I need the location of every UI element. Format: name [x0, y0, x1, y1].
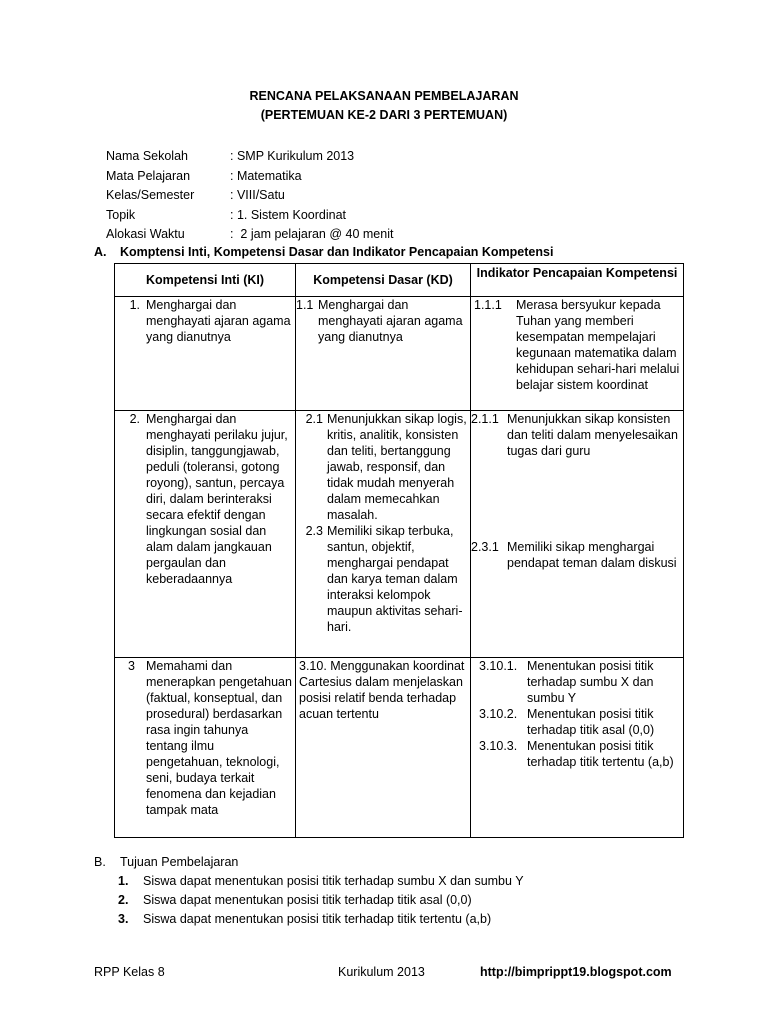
section-a-heading: [94, 244, 553, 260]
learning-goals-list: [118, 873, 524, 930]
kd-cell: [296, 297, 471, 411]
table-header-row: [115, 264, 684, 297]
item-number: 1.1.1: [474, 298, 502, 312]
goal-text: Siswa dapat menentukan posisi titik terhadap titik asal (0,0): [143, 893, 472, 907]
page-footer: [0, 964, 768, 980]
indicator-item: [479, 706, 680, 738]
item-text: Memiliki sikap terbuka, santun, objektif, menghargai pendapat dan karya teman dalam interaksi kelompok maupun aktivitas sehari-hari.: [327, 524, 463, 634]
item-number: 2.3.1: [471, 540, 499, 554]
header-ki: Kompetensi Inti (KI): [115, 264, 296, 297]
item-text: Menghargai dan menghayati ajaran agama yang dianutnya: [146, 298, 291, 344]
section-letter: B.: [94, 855, 106, 869]
info-row-school: [106, 148, 393, 168]
item-number: 3.10.1.: [479, 659, 518, 673]
footer-link[interactable]: http://bimprippt19.blogspot.com: [480, 965, 672, 979]
item-text: Memiliki sikap menghargai pendapat teman dalam diskusi: [507, 540, 677, 570]
item-number: 2.1.1: [471, 412, 499, 426]
item-text: Menentukan posisi titik terhadap titik asal (0,0): [527, 707, 655, 737]
ki-cell: [115, 297, 296, 411]
info-row-class: [106, 187, 393, 207]
ki-cell: [115, 411, 296, 658]
item-text: Memahami dan menerapkan pengetahuan (faktual, konseptual, dan prosedural) berdasarkan rasa ingin tahunya tentang ilmu pengetahuan, teknologi, seni, budaya terkait fenomena dan kejadian tampak mata: [146, 659, 292, 817]
competency-table: [114, 263, 684, 838]
ki-item: [118, 411, 292, 587]
table-row: [115, 411, 684, 658]
info-label: Kelas/Semester: [106, 188, 195, 202]
footer-left: RPP Kelas 8: [94, 965, 165, 979]
info-row-subject: [106, 168, 393, 188]
document-subtitle: (PERTEMUAN KE-2 DARI 3 PERTEMUAN): [260, 108, 508, 122]
indicator-item: [471, 411, 680, 539]
list-item: [118, 892, 524, 911]
item-number: 2.1: [305, 412, 323, 426]
indicator-cell: [471, 658, 684, 838]
header-kd: Kompetensi Dasar (KD): [296, 264, 471, 297]
info-row-topic: [106, 207, 393, 227]
item-text: Menghargai dan menghayati ajaran agama yang dianutnya: [318, 298, 463, 344]
item-number: 1.: [129, 298, 140, 312]
kd-item: 3.10. Menggunakan koordinat Cartesius dalam menjelaskan posisi relatif benda terhadap acuan tertentu: [299, 659, 465, 721]
indicator-item: [474, 297, 680, 393]
info-row-time: [106, 226, 393, 246]
section-title: Komptensi Inti, Kompetensi Dasar dan Indikator Pencapaian Kompetensi: [120, 245, 554, 259]
item-text: Menentukan posisi titik terhadap sumbu X dan sumbu Y: [527, 659, 654, 705]
goal-text: Siswa dapat menentukan posisi titik terhadap titik tertentu (a,b): [143, 912, 492, 926]
indicator-item: [471, 539, 680, 571]
indicator-cell: [471, 297, 684, 411]
item-number: 3.10.3.: [479, 739, 518, 753]
list-item: [118, 873, 524, 892]
school-info: [106, 148, 393, 246]
ki-cell: [115, 658, 296, 838]
ki-item: [118, 658, 292, 818]
indicator-item: [479, 658, 680, 706]
item-number: 2.3: [305, 524, 323, 538]
section-letter: A.: [94, 245, 107, 259]
info-value: : SMP Kurikulum 2013: [230, 149, 355, 163]
table-row: [115, 297, 684, 411]
list-item: [118, 911, 524, 930]
indicator-cell: [471, 411, 684, 658]
item-text: Menentukan posisi titik terhadap titik tertentu (a,b): [527, 739, 674, 769]
info-label: Alokasi Waktu: [106, 227, 185, 241]
table-row: [115, 658, 684, 838]
item-number: 3: [128, 659, 135, 673]
indicator-item: [479, 738, 680, 770]
kd-item: [299, 411, 467, 523]
kd-cell: [296, 658, 471, 838]
item-text: Menghargai dan menghayati perilaku jujur, disiplin, tanggungjawab, peduli (toleransi, gotong royong), santun, percaya diri, dalam berinteraksi secara efektif dengan lingkungan sosial dan alam dalam jangkauan pergaulan dan keberadaannya: [146, 412, 288, 586]
ki-item: [118, 297, 292, 345]
goal-number: 1.: [118, 874, 129, 888]
item-number: 3.10.2.: [479, 707, 518, 721]
info-label: Mata Pelajaran: [106, 168, 191, 183]
goal-number: 2.: [118, 893, 129, 907]
item-text: Merasa bersyukur kepada Tuhan yang memberi kesempatan mempelajari kegunaan matematika dalam kehidupan sehari-hari melalui belajar sistem koordinat: [516, 298, 680, 392]
item-number: 1.1: [296, 298, 314, 312]
info-label: Nama Sekolah: [106, 149, 188, 163]
header-indicator: Indikator Pencapaian Kompetensi: [471, 264, 684, 297]
kd-item: [299, 523, 467, 635]
section-title: Tujuan Pembelajaran: [120, 855, 239, 869]
info-label: Topik: [106, 207, 136, 222]
info-value: : 1. Sistem Koordinat: [230, 207, 347, 222]
section-b-heading: [94, 854, 238, 870]
info-value: : Matematika: [230, 168, 302, 183]
document-title: RENCANA PELAKSANAAN PEMBELAJARAN: [249, 89, 519, 103]
item-text: Menunjukkan sikap konsisten dan teliti dalam menyelesaikan tugas dari guru: [507, 412, 678, 458]
goal-text: Siswa dapat menentukan posisi titik terhadap sumbu X dan sumbu Y: [143, 874, 524, 888]
item-number: 2.: [129, 412, 140, 426]
kd-item: [296, 297, 467, 345]
footer-center: Kurikulum 2013: [338, 965, 425, 979]
item-text: Menunjukkan sikap logis, kritis, analitik, konsisten dan teliti, bertanggung jawab, responsif, dan tidak mudah menyerah dalam memecahkan masalah.: [327, 412, 467, 522]
kd-cell: [296, 411, 471, 658]
goal-number: 3.: [118, 912, 129, 926]
info-value: : 2 jam pelajaran @ 40 menit: [230, 227, 394, 241]
info-value: : VIII/Satu: [230, 188, 285, 202]
